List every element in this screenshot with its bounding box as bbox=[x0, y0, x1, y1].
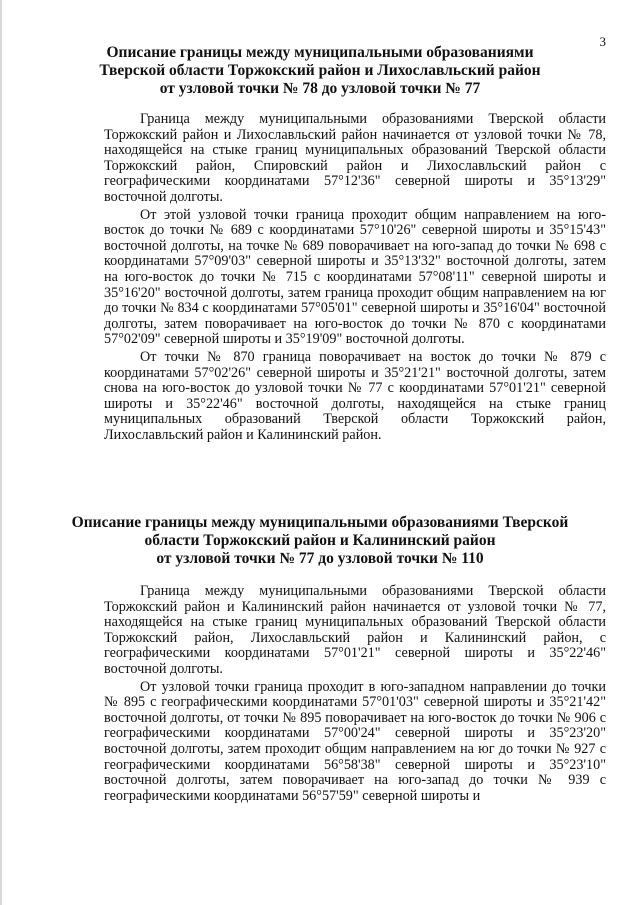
heading-line: от узловой точки № 78 до узловой точки № 77 bbox=[159, 80, 481, 97]
section-heading bbox=[0, 514, 640, 568]
heading-line: от узловой точки № 77 до узловой точки № 110 bbox=[156, 550, 484, 567]
paragraph: Граница между муниципальными образованиями Тверской области Торжокский район и Лихославльский район начинается от узловой точки № 78, находящейся на стыке границ муниципальных образований Тверской области Торжокский район, Спировский район и Лихославльский район с географическими координатами 57°12'36" северной широты и 35°13'29" восточной долготы. bbox=[104, 111, 606, 205]
section-torzhok-likhoslavl bbox=[0, 44, 640, 443]
heading-line: Описание границы между муниципальными образованиями Тверской bbox=[71, 514, 569, 531]
paragraph: Граница между муниципальными образованиями Тверской области Торжокский район и Калининский район начинается от узловой точки № 77, находящейся на стыке границ муниципальных образований Тверской области Торжокский район, Лихославльский район и Калининский район, с географическими координатами 57°01'21" северной широты и 35°22'46" восточной долготы. bbox=[104, 583, 606, 677]
heading-line: области Торжокский район и Калининский район bbox=[144, 532, 496, 549]
paragraph: От узловой точки граница проходит в юго-западном направлении до точки № 895 с географическими координатами 57°01'03" северной широты и 35°21'42" восточной долготы, от точки № 895 поворачивает на юго-восток до точки № 906 с географическими координатами 57°00'24" северной широты и 35°23'20" восточной долготы, затем проходит общим направлением на юг до точки № 927 с географическими координатами 56°58'38" северной широты и 35°23'10" восточной долготы, затем поворачивает на юго-запад до точки № 939 с географическими координатами 56°57'59" северной широты и bbox=[104, 678, 606, 804]
page-number: 3 bbox=[599, 34, 606, 49]
section-torzhok-kalinin bbox=[0, 514, 640, 804]
heading-line: Описание границы между муниципальными образованиями bbox=[106, 44, 534, 61]
heading-line: Тверской области Торжокский район и Лихославльский район bbox=[99, 62, 541, 79]
paragraph: От точки № 870 граница поворачивает на восток до точки № 879 с координатами 57°02'26" северной широты и 35°21'21" восточной долготы, затем снова на юго-восток до узловой точки № 77 с координатами 57°01'21" северной широты и 35°22'46" восточной долготы, находящейся на стыке границ муниципальных образований Тверской области Торжокский район, Лихославльский район и Калининский район. bbox=[104, 348, 606, 443]
section-heading bbox=[0, 44, 640, 98]
paragraph: От этой узловой точки граница проходит общим направлением на юго-восток до точки № 689 с координатами 57°10'26" северной широты и 35°15'43" восточной долготы, на точке № 689 поворачивает на юго-запад до точки № 698 с координатами 57°09'03" северной широты и 35°13'32" восточной долготы, затем на юго-восток до точки № 715 с координатами 57°08'11" северной широты и 35°16'20" восточной долготы, затем граница проходит общим направлением на юг до точки № 834 с координатами 57°05'01" северной широты и 35°16'04" восточной долготы, затем поворачивает на юго-восток до точки № 870 с координатами 57°02'09" северной широты и 35°19'09" восточной долготы. bbox=[104, 206, 606, 348]
